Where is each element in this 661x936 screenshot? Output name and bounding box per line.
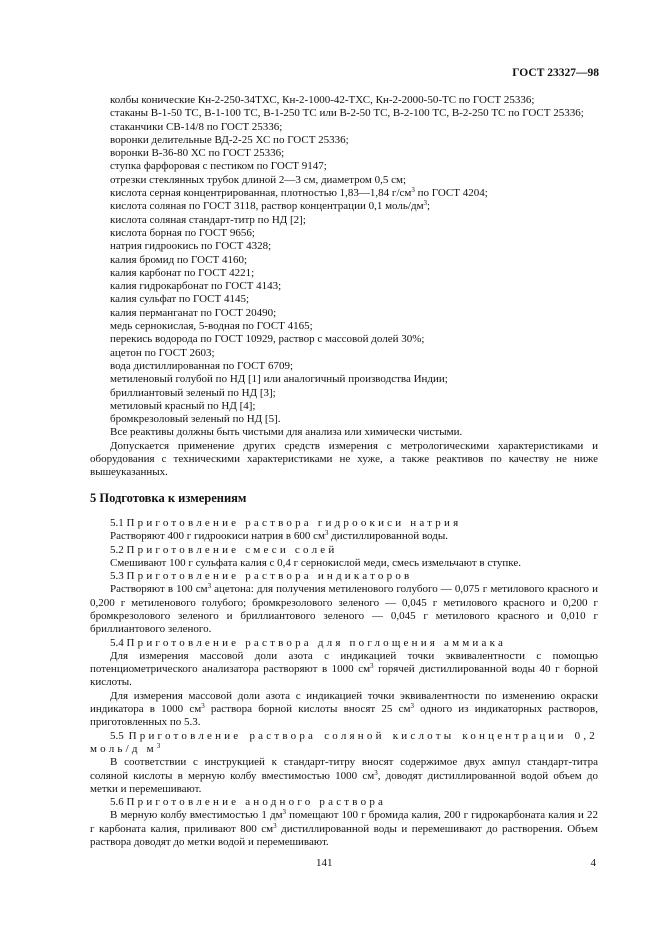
subsection-heading [90, 730, 598, 757]
subsection-5-4 [90, 637, 598, 730]
section-heading: 5 Подготовка к измерениям [90, 490, 247, 505]
subsection-title: Приготовление раствора индикаторов [126, 570, 413, 583]
list-line: бромкрезоловый зеленый по НД [5]. [110, 413, 281, 426]
list-line: Все реактивы должны быть чистыми для анализа или химически чистыми. [110, 426, 463, 439]
list-line: стаканы В-1-50 ТС, В-1-100 ТС, В-1-250 ТС или В-2-50 ТС, В-2-100 ТС, В-2-250 ТС по ГОСТ 25336; [110, 107, 584, 120]
list-line: калия гидрокарбонат по ГОСТ 4143; [110, 280, 282, 293]
document-code-header: ГОСТ 23327—98 [512, 67, 599, 79]
list-line: бриллиантовый зеленый по НД [3]; [110, 386, 276, 399]
paragraph: Для измерения массовой доли азота с индикацией точки эквивалентности по изменению окраски индикатора в 1000 $см^3$ раствора борной кислоты вносят 25 $см^3$ одного из индикаторных растворов, приготовленных по 5.3. [90, 689, 599, 729]
subsection-number: 5.5 [110, 729, 124, 742]
subsection-5-3 [90, 570, 598, 636]
list-line: ацетон по ГОСТ 2603; [110, 346, 215, 359]
paragraph: Растворяют в 100 $см^3$ ацетона: для получения метиленового голубого — 0,075 г метилового красного и 0,200 г метиленового голубого; бромкрезолового зеленого — 0,045 г метилового красного и 0,200 г бромкрезолового зеленого и бриллиантового зеленого — 0,045 г метилового красного и 0,010 г бриллиантового зеленого. [90, 582, 598, 636]
subsection-heading [90, 637, 598, 650]
list-line: Допускается применение других средств измерения с метрологическими характеристиками и оборудования с техническими характеристиками не хуже, а также реактивов по качеству не ниже вышеуказанных. [90, 439, 598, 479]
subsection-number: 5.3 [110, 570, 124, 583]
subsection-number: 5.1 [110, 516, 124, 529]
subsection-heading [90, 570, 598, 583]
subsection-number: 5.4 [110, 636, 124, 649]
subsection-number: 5.2 [110, 543, 124, 556]
list-line: кислота борная по ГОСТ 9656; [110, 226, 255, 239]
list-line: вода дистиллированная по ГОСТ 6709; [110, 359, 294, 372]
paragraph: Смешивают 100 г сульфата калия с 0,4 г сернокислой меди, смесь измельчают в ступке. [110, 556, 521, 569]
list-line: кислота соляная стандарт-титр по НД [2]; [110, 213, 306, 226]
list-line: ступка фарфоровая с пестиком по ГОСТ 9147; [110, 160, 327, 173]
list-line: стаканчики СВ-14/8 по ГОСТ 25336; [110, 120, 283, 133]
paragraph: В соответствии с инструкцией к стандарт-титру вносят содержимое двух ампул стандарт-титра соляной кислоты в мерную колбу вместимостью 1000 $см^3$, доводят дистиллированной водой объем до метки и перемешивают. [90, 756, 598, 795]
list-line: кислота серная концентрированная, плотностью 1,83—1,84 $г/см^3$ по ГОСТ 4204; [110, 186, 488, 200]
list-line: колбы конические Кн-2-250-34ТХС, Кн-2-1000-42-ТХС, Кн-2-2000-50-ТС по ГОСТ 25336; [110, 94, 535, 106]
subsection-number: 5.6 [110, 796, 124, 809]
subsection-5-2 [90, 544, 598, 571]
list-line: калия карбонат по ГОСТ 4221; [110, 266, 255, 279]
list-line: воронки делительные ВД-2-25 ХС по ГОСТ 25336; [110, 133, 349, 146]
corner-number: 4 [590, 857, 596, 869]
subsection-title: Приготовление раствора для поглощения аммиака [126, 636, 507, 649]
list-line: калия перманганат по ГОСТ 20490; [110, 306, 277, 319]
paragraph: В мерную колбу вместимостью 1 $дм^3$ помещают 100 г бромида калия, 200 г гидрокарбоната калия и 22 г карбоната калия, приливают 800 $см^3$ дистиллированной воды и перемешивают до растворения. Объем раствора доводят до метки водой и перемешивают. [90, 808, 599, 849]
equipment-list [90, 94, 598, 480]
subsection-heading [90, 796, 598, 809]
list-line: кислота соляная по ГОСТ 3118, раствор концентрации 0,1 моль/$дм^3$; [110, 199, 431, 213]
list-line: калия сульфат по ГОСТ 4145; [110, 293, 250, 306]
paragraph: Растворяют 400 г гидроокиси натрия в 600 $см^3$ дистиллированной воды. [110, 529, 448, 543]
list-line: воронки В-36-80 ХС по ГОСТ 25336; [110, 147, 285, 160]
list-line: перекись водорода по ГОСТ 10929, раствор с массовой долей 30%; [110, 333, 425, 346]
subsection-heading [90, 517, 598, 530]
subsection-5-1 [90, 517, 598, 544]
document-body [90, 94, 598, 849]
subsection-title: Приготовление раствора гидроокиси натрия [126, 516, 462, 529]
subsection-5-5 [90, 730, 598, 796]
list-line: калия бромид по ГОСТ 4160; [110, 253, 248, 266]
paragraph: Для измерения массовой доли азота с индикацией точки эквивалентности с помощью потенциометрического анализатора растворяют в 1000 $см^3$ горячей дистиллированной воды 40 г борной кислоты. [90, 649, 598, 689]
subsection-5-6 [90, 796, 598, 849]
subsection-heading [90, 544, 598, 557]
list-line: метиленовый голубой по НД [1] или аналогичный производства Индии; [110, 373, 448, 386]
list-line: отрезки стеклянных трубок длиной 2—3 см, диаметром 0,5 см; [110, 173, 407, 186]
page-number: 141 [316, 857, 333, 869]
list-line: медь сернокислая, 5-водная по ГОСТ 4165; [110, 320, 313, 333]
list-line: натрия гидроокись по ГОСТ 4328; [110, 240, 272, 253]
subsection-title: Приготовление смеси солей [126, 543, 338, 556]
list-line: метиловый красный по НД [4]; [110, 399, 256, 412]
subsection-title: Приготовление анодного раствора [126, 796, 387, 809]
subsection-title: Приготовление раствора соляной кислоты концентрации 0,2 моль/д $м^3$ [90, 729, 598, 755]
